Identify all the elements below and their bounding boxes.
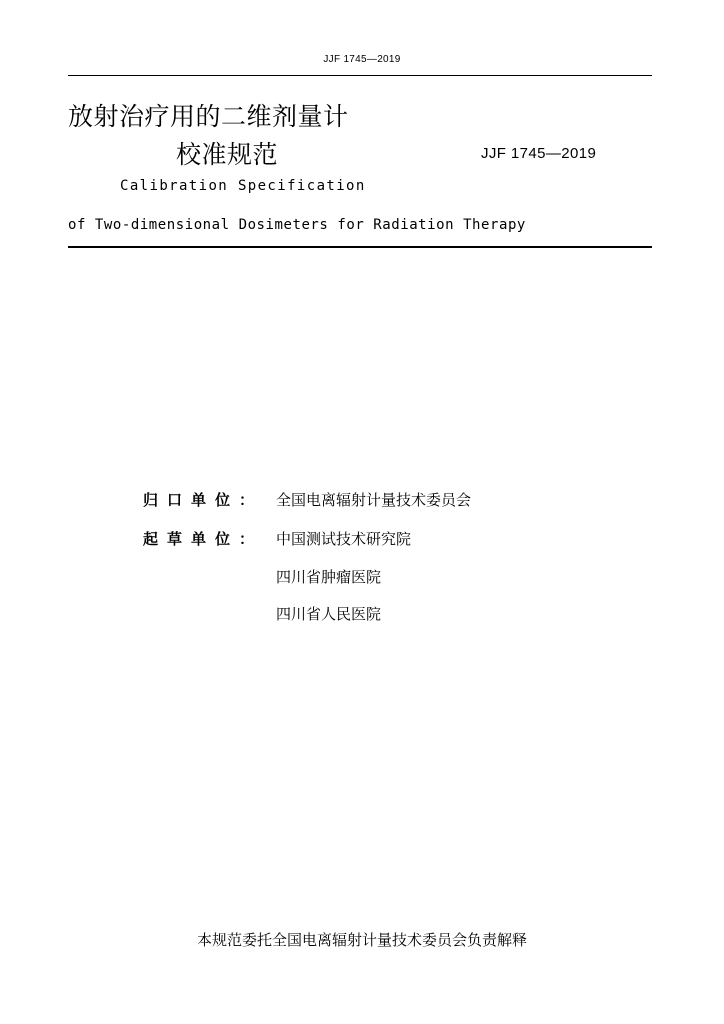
interpretation-note: 本规范委托全国电离辐射计量技术委员会负责解释 (196, 931, 527, 949)
header-divider (68, 75, 652, 76)
english-title-line-1: Calibration Specification (120, 178, 366, 194)
chinese-title-line-2: 校准规范 (176, 140, 279, 169)
drafting-unit-2: 四川省肿瘤医院 (276, 568, 382, 586)
drafting-unit-label: 起草单位： (143, 530, 264, 548)
english-title-line-2: of Two-dimensional Dosimeters for Radiation Therapy (68, 217, 526, 233)
header-spec-code: JJF 1745—2019 (323, 54, 401, 65)
chinese-title-line-1: 放射治疗用的二维剂量计 (68, 102, 349, 131)
drafting-unit-3: 四川省人民医院 (276, 605, 382, 623)
title-divider (68, 246, 652, 248)
drafting-unit-1: 中国测试技术研究院 (276, 530, 412, 548)
responsible-unit-value: 全国电离辐射计量技术委员会 (276, 491, 472, 509)
title-spec-code: JJF 1745—2019 (481, 145, 597, 162)
responsible-unit-label: 归口单位： (143, 491, 264, 509)
